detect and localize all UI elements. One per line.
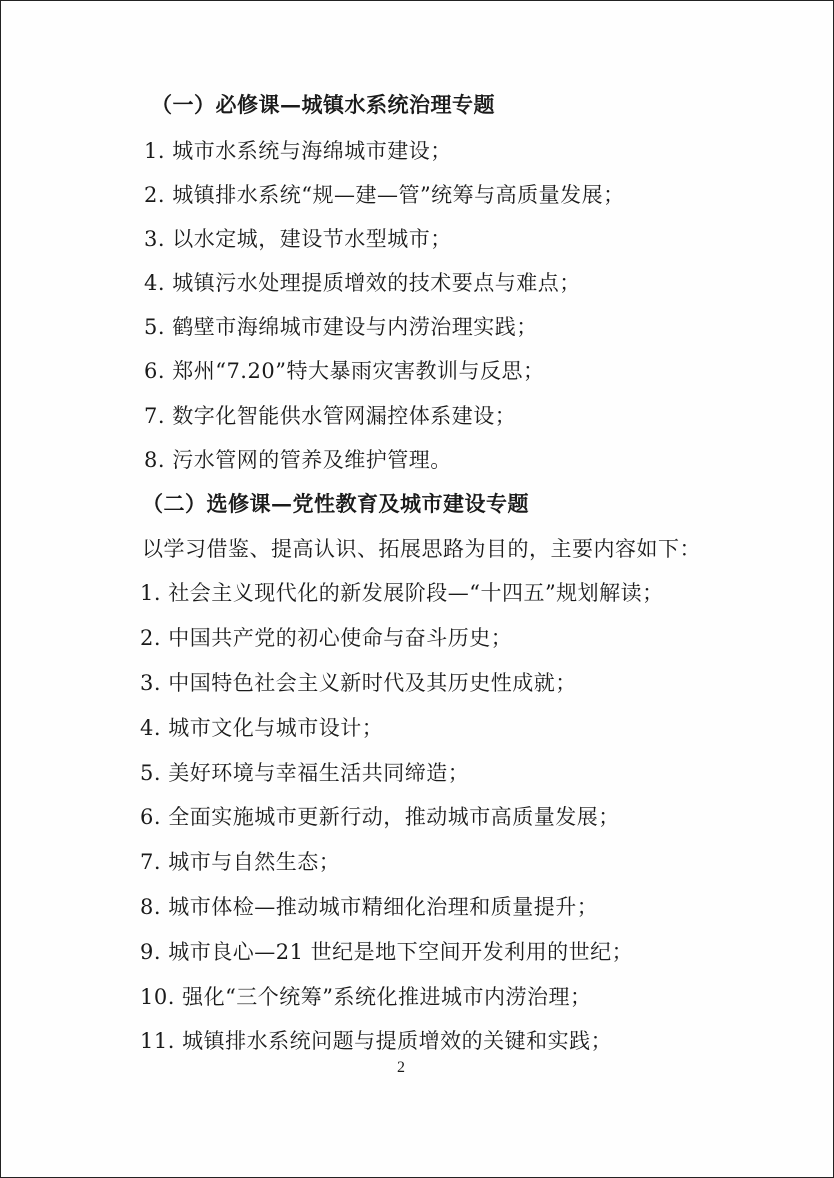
section-2-intro: 以学习借鉴、提高认识、拓展思路为目的，主要内容如下： bbox=[142, 537, 701, 561]
section-2-item: 2. 中国共产党的初心使命与奋斗历史； bbox=[140, 626, 513, 650]
section-2-item: 3. 中国特色社会主义新时代及其历史性成就； bbox=[140, 671, 577, 695]
section-2-item: 5. 美好环境与幸福生活共同缔造； bbox=[140, 761, 470, 785]
section-2-item: 11. 城镇排水系统问题与提质增效的关键和实践； bbox=[140, 1029, 613, 1053]
section-1-item: 6. 郑州“7.20”特大暴雨灾害教训与反思； bbox=[144, 359, 545, 383]
section-1-item: 8. 污水管网的管养及维护管理。 bbox=[144, 448, 452, 472]
section-1-item: 3. 以水定城，建设节水型城市； bbox=[144, 227, 452, 251]
section-2-item: 6. 全面实施城市更新行动，推动城市高质量发展； bbox=[140, 805, 620, 829]
section-2-item: 7. 城市与自然生态； bbox=[140, 850, 341, 874]
section-1-item: 7. 数字化智能供水管网漏控体系建设； bbox=[144, 404, 517, 428]
section-2-heading: （二）选修课—党性教育及城市建设专题 bbox=[142, 491, 529, 516]
section-2-item: 1. 社会主义现代化的新发展阶段—“十四五”规划解读； bbox=[140, 581, 664, 605]
section-2-item: 10. 强化“三个统筹”系统化推进城市内涝治理； bbox=[140, 985, 592, 1009]
section-1-heading: （一）必修课—城镇水系统治理专题 bbox=[151, 92, 495, 117]
section-1-item: 4. 城镇污水处理提质增效的技术要点与难点； bbox=[144, 271, 581, 295]
page-number: 2 bbox=[397, 1059, 405, 1076]
section-1-item: 1. 城市水系统与海绵城市建设； bbox=[144, 139, 452, 163]
section-2-item: 4. 城市文化与城市设计； bbox=[140, 716, 384, 740]
section-2-item: 8. 城市体检—推动城市精细化治理和质量提升； bbox=[140, 895, 599, 919]
section-1-item: 5. 鹤壁市海绵城市建设与内涝治理实践； bbox=[144, 315, 538, 339]
section-1-item: 2. 城镇排水系统“规—建—管”统筹与高质量发展； bbox=[144, 183, 625, 207]
section-2-item: 9. 城市良心—21 世纪是地下空间开发利用的世纪； bbox=[140, 940, 634, 964]
